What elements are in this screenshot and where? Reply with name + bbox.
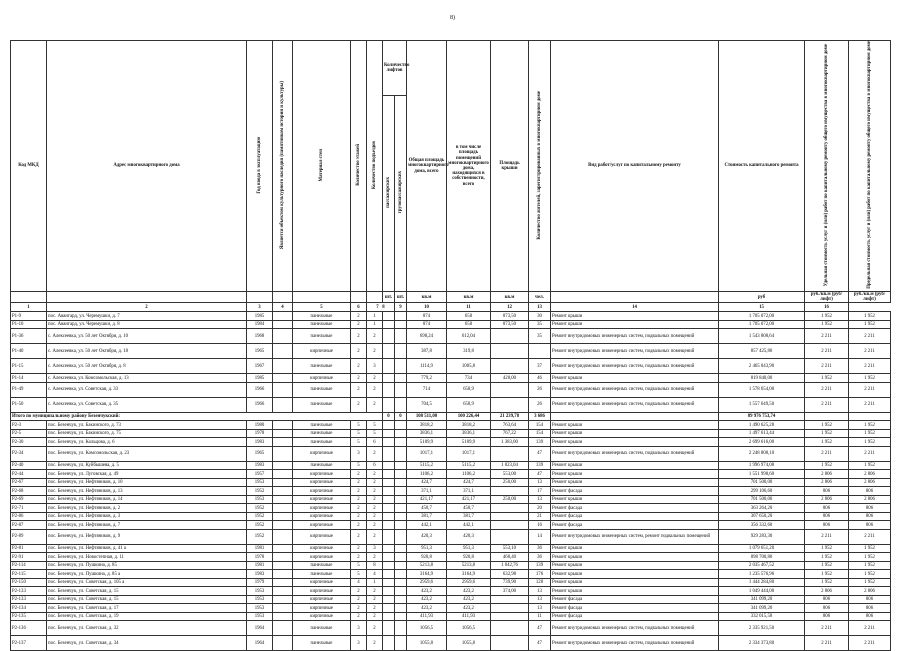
table-row: Р1-14 с. Алексеевка, ул. Комсомольская, д. 13 1985 кирпичные 2 2 779,2 734 420,00 46 Ремонт крыши 819 840,00 1 952 1 952 xyxy=(11,374,891,383)
table-row: Р2-135 пос. Безенчук, ул. Советская, д. 19 1953 кирпичные 2 2 411,93 411,93 11 Ремонт фасада 332 015,58 806 806 xyxy=(11,612,891,621)
col-limit-cost: Предельная стоимость услуг и (или) работ по капитальному ремонту общего имущества в многоквартирном доме xyxy=(849,41,891,292)
col-lifts-passenger: пассажирских xyxy=(383,96,395,292)
col-entrances: Количество подъездов xyxy=(367,41,383,292)
table-row: Р2-69 пос. Безенчук, ул. Нефтяников, д. 14 1953 кирпичные 2 2 421,17 421,17 250,00 13 Ремонт крыши 701 500,00 2 806 2 806 xyxy=(11,495,891,504)
col-cost: Стоимость капитального ремонта xyxy=(719,41,805,292)
col-owned-area: в том числе площадь помещений многоквартирного дома, находящихся в собственности, всего xyxy=(447,41,491,292)
table-row: Р1-15 с. Алексеевка, ул. 50 лет Октября, д. 8 1967 панельные 2 3 1114,9 1005,8 37 Ремонт внутридомовых инженерных систем, подвальных помещений 2 465 043,90 2 211 2 211 xyxy=(11,359,891,374)
table-row: Р2-34 пос. Безенчук, ул. Комсомольская, д. 23 1965 кирпичные 3 2 1017,1 1017,1 47 Ремонт внутридомовых инженерных систем, подвальных помещений 2 248 808,10 2 211 2 211 xyxy=(11,446,891,461)
table-row: Р1-49 с. Алексеевка, ул. Советская, д. 33 1966 панельные 2 2 714 658,9 26 Ремонт внутридомовых инженерных систем, подвальных помещений 1 578 654,00 2 211 2 211 xyxy=(11,382,891,397)
column-numbers-row: 1 2 3 4 5 6 7 8 9 10 11 12 13 14 15 16 xyxy=(11,303,891,312)
table-row: Р2-68 пос. Безенчук, ул. Нефтяников, д. 13 1952 кирпичные 2 2 371,1 371,1 17 Ремонт фасада 299 106,60 806 806 xyxy=(11,487,891,496)
table-row: Р2-5 пос. Безенчук, ул. Бакинского, д. 75 1978 панельные 5 5 3836,1 3836,1 767,22 154 Ремонт крыши 1 497 613,44 1 952 1 952 xyxy=(11,429,891,438)
table-row: Р1-50 с. Алексеевка, ул. Советская, д. 35 1966 панельные 2 2 704,5 658,9 26 Ремонт внутридомовых инженерных систем, подвальных помещений 1 557 649,50 2 211 2 211 xyxy=(11,397,891,412)
col-wall: Материал стен xyxy=(293,41,351,292)
table-row: Р1-10 пос. Авангард, ул. Черемушки, д. 8 1984 панельные 2 1 874 650 873,50 35 Ремонт крыши 1 705 072,00 1 952 1 952 xyxy=(11,320,891,329)
table-row: Р2-71 пос. Безенчук, ул. Нефтяников, д. 2 1952 кирпичные 2 2 450,7 450,7 20 Ремонт фасада 363 264,20 806 806 xyxy=(11,504,891,513)
table-row: Р2-114 пос. Безенчук, ул. Пушкина, д. 85 1981 панельные 5 8 5213,8 5213,8 1 042,76 139 Ремонт крыши 2 035 467,52 1 952 1 952 xyxy=(11,561,891,570)
col-unit-cost: Удельная стоимость услуг и (или) работ по капитальному ремонту общего имущества в многоквартирном доме xyxy=(805,41,849,292)
col-total-area: Общая площадь многоквартирного дома, всего xyxy=(407,41,447,292)
table-row: Р2-81 пос. Безенчук, ул. Нефтяников, д. 41 а 1981 кирпичные 2 3 951,3 951,3 553,10 36 Ремонт крыши 1 079 651,20 1 952 1 952 xyxy=(11,544,891,553)
table-row: Р2-87 пос. Безенчук, ул. Нефтяников, д. 7 1952 кирпичные 2 2 442,1 442,1 16 Ремонт фасада 356 332,60 806 806 xyxy=(11,521,891,530)
col-year: Год ввода в эксплуатацию xyxy=(247,41,273,292)
col-lifts-cargo: грузопассажирских xyxy=(395,96,407,292)
table-row: Р2-91 пос. Безенчук, ул. Новостепная, д. 11 1978 кирпичные 2 2 920,8 920,8 460,40 36 Ремонт крыши 898 700,80 1 952 1 952 xyxy=(11,553,891,562)
table-row: Р2-86 пос. Безенчук, ул. Нефтяников, д. 3 1952 кирпичные 2 2 381,7 381,7 21 Ремонт фасада 307 650,20 806 806 xyxy=(11,512,891,521)
table-row: Р2-133 пос. Безенчук, ул. Советская, д. 15 1953 кирпичные 2 2 423,2 423,2 13 Ремонт фасада 341 099,20 806 806 xyxy=(11,595,891,604)
col-code: Код МКД xyxy=(11,41,47,292)
table-row: Р1-36 с. Алексеевка, ул. 50 лет Октября, д. 10 1968 панельные 2 2 698,24 612,04 35 Ремонт внутридомовых инженерных систем, подвальных помещений 1 543 808,64 2 211 2 211 xyxy=(11,329,891,344)
table-row: Р2-89 пос. Безенчук, ул. Нефтяников, д. 9 1952 кирпичные 2 2 420,3 420,3 14 Ремонт внутридомовых инженерных систем, ремонт подвальных помещений 929 283,30 2 211 2 211 xyxy=(11,529,891,544)
table-row: Р2-44 пос. Безенчук, ул. Луговская, д. 49 1957 кирпичные 2 2 1106,2 1106,2 553,00 47 Ремонт крыши 1 551 998,60 2 806 2 806 xyxy=(11,470,891,479)
table-row: Р2-115 пос. Безенчук, ул. Пушкина, д. 85 а 1983 панельные 5 4 3164,9 3164,9 632,98 176 Ремонт крыши 1 235 576,96 1 952 1 952 xyxy=(11,570,891,579)
col-heritage: Является объектом культурного наследия (памятником истории и культуры) xyxy=(273,41,293,292)
col-address: Адрес многоквартирного дома xyxy=(47,41,247,292)
table-row: Р2-134 пос. Безенчук, ул. Советская, д. 17 1953 кирпичные 2 2 423,2 423,2 13 Ремонт фасада 341 099,20 806 806 xyxy=(11,604,891,613)
table-body xyxy=(11,312,891,651)
col-work-type: Вид работ/услуг по капитальному ремонту xyxy=(551,41,719,292)
table-row: Р2-150 пос. Безенчук, ул. Советская, д. 105 а 1979 кирпичные 4 1 2959,6 2959,6 739,90 128 Ремонт крыши 1 444 284,80 1 952 1 952 xyxy=(11,578,891,587)
table-row: Р2-30 пос. Безенчук, ул. Кольцова, д. 6 1983 панельные 5 6 5109,9 5109,9 1 383,00 139 Ремонт крыши 2 699 616,00 1 952 1 952 xyxy=(11,438,891,447)
table-row: Р2-137 пос. Безенчук, ул. Советская, д. 34 1964 панельные 3 2 1055,8 1055,8 47 Ремонт внутридомовых инженерных систем, подвальных помещений 2 334 373,80 2 211 2 211 xyxy=(11,636,891,651)
table-row: Р2-3 пос. Безенчук, ул. Бакинского, д. 73 1980 панельные 5 5 3818,2 3818,2 763,64 154 Ремонт крыши 1 490 625,28 1 952 1 952 xyxy=(11,421,891,430)
table-row: Р2-40 пос. Безенчук, ул. Куйбышева, д. 5 1983 панельные 5 6 5115,2 5115,2 1 023,04 139 Ремонт крыши 1 996 974,08 1 952 1 952 xyxy=(11,461,891,470)
units-row: шт. шт. кв.м кв.м кв.м чел. руб руб./кв.м (руб/лифт) руб./кв.м (руб/лифт) xyxy=(11,291,891,302)
table-row: Р1-40 с. Алексеевка, ул. 50 лет Октября, д. 18 1965 кирпичные 2 2 387,8 319,8 Ремонт внутридомовых инженерных систем, подвальных помещений 857 425,80 2 211 2 211 xyxy=(11,344,891,359)
table-row: Р1-9 пос. Авангард, ул. Черемушки, д. 7 1985 панельные 2 1 874 650 873,50 30 Ремонт крыши 1 705 072,00 1 952 1 952 xyxy=(11,312,891,321)
summary-row: Итого по муниципальному району Безенчукский: 0 0 108 511,00 100 226,44 21 239,78 3 686 89 976 753,74 xyxy=(11,412,891,421)
col-residents: Количество жителей, зарегистрированных в многоквартирном доме xyxy=(529,41,551,292)
table-row: Р2-67 пос. Безенчук, ул. Нефтяников, д. 10 1953 кирпичные 2 2 424,7 424,7 250,00 13 Ремонт крыши 701 500,00 2 806 2 806 xyxy=(11,478,891,487)
table-row: Р2-136 пос. Безенчук, ул. Советская, д. 32 1964 панельные 3 2 1056,5 1056,5 47 Ремонт внутридомовых инженерных систем, подвальных помещений 2 335 921,50 2 211 2 211 xyxy=(11,621,891,636)
page-number: 8) xyxy=(450,15,455,21)
col-floors: Количество этажей xyxy=(351,41,367,292)
col-roof-area: Площадь крыши xyxy=(491,41,529,292)
capital-repair-table xyxy=(10,40,891,651)
col-lifts: Количество лифтов xyxy=(383,41,407,96)
table-row: Р2-133 пос. Безенчук, ул. Советская, д. 15 1953 кирпичные 2 2 423,2 423,2 374,00 13 Ремонт крыши 1 049 444,00 2 806 2 806 xyxy=(11,587,891,596)
